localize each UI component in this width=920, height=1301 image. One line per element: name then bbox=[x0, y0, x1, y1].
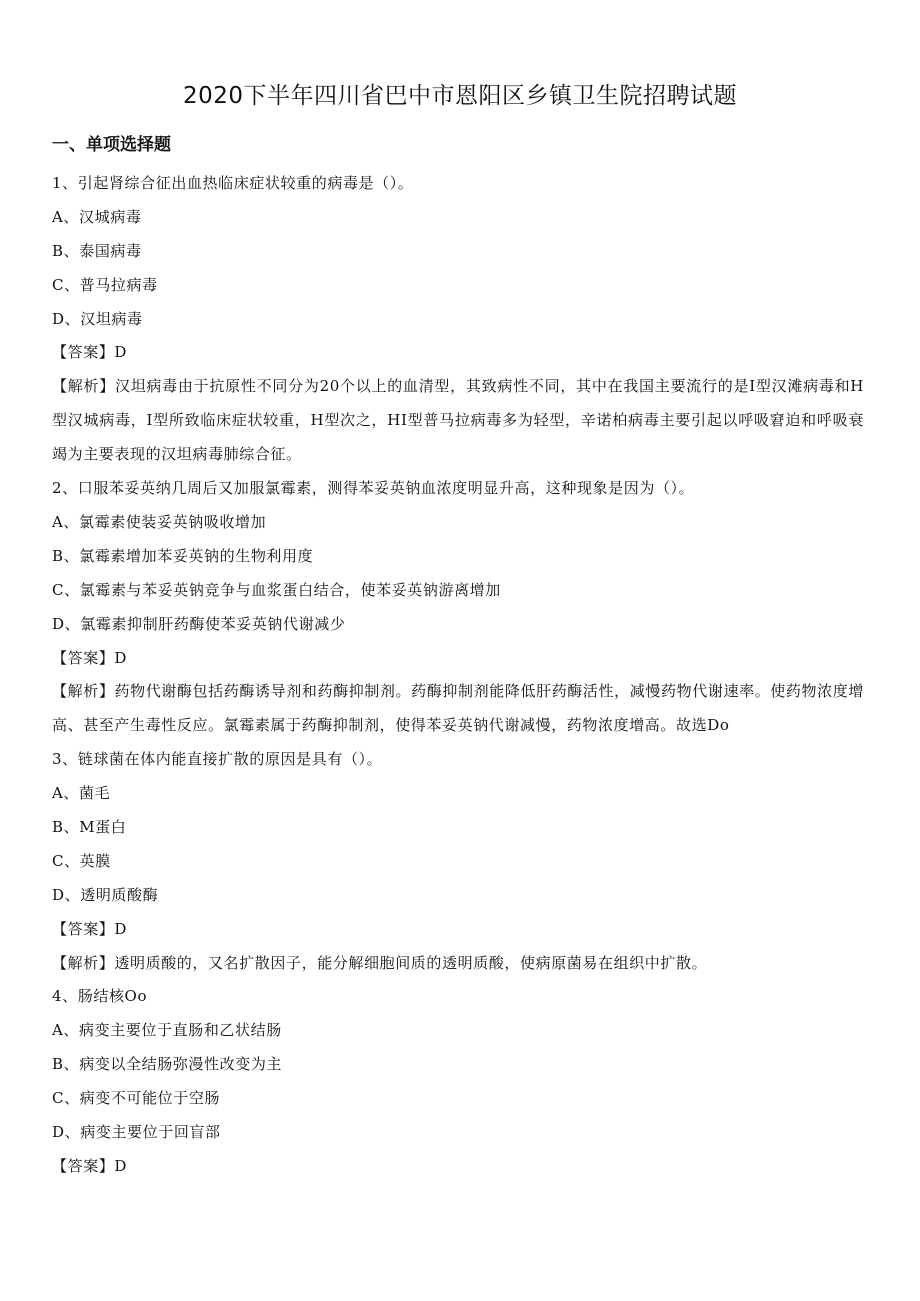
question-2-option-b: B、氯霉素增加苯妥英钠的生物利用度 bbox=[52, 546, 314, 565]
question-1-stem: 1、引起肾综合征出血热临床症状较重的病毒是（）。 bbox=[52, 174, 414, 192]
question-2-option-a: A、氯霉素使装妥英钠吸收增加 bbox=[52, 512, 267, 531]
question-1-option-c: C、普马拉病毒 bbox=[52, 275, 158, 294]
question-1-answer: 【答案】D bbox=[52, 343, 128, 362]
question-2-option-c: C、氯霉素与苯妥英钠竞争与血浆蛋白结合，使苯妥英钠游离增加 bbox=[52, 580, 501, 599]
question-1-option-b: B、泰国病毒 bbox=[52, 241, 142, 260]
question-list bbox=[52, 167, 864, 1184]
question-4-stem: 4、肠结核Oo bbox=[52, 987, 148, 1006]
question-3-analysis: 【解析】透明质酸的，又名扩散因子，能分解细胞间质的透明质酸，使病原菌易在组织中扩散。 bbox=[52, 953, 708, 972]
question-4-option-a: A、病变主要位于直肠和乙状结肠 bbox=[52, 1021, 282, 1040]
question-4-answer: 【答案】D bbox=[52, 1156, 128, 1175]
question-2-analysis: 【解析】药物代谢酶包括药酶诱导剂和药酶抑制剂。药酶抑制剂能降低肝药酶活性，减慢药物代谢速率。使药物浓度增高、甚至产生毒性反应。氯霉素属于药酶抑制剂，使得苯妥英钠代谢减慢，药物浓度增高。故选Do bbox=[52, 682, 864, 735]
question-2-stem: 2、口服苯妥英纳几周后又加服氯霉素，测得苯妥英钠血浓度明显升高，这种现象是因为（）。 bbox=[52, 479, 695, 498]
question-3-option-b: B、M蛋白 bbox=[52, 818, 127, 836]
question-3-option-c: C、英膜 bbox=[52, 851, 111, 870]
question-2-option-d: D、氯霉素抑制肝药酶使苯妥英钠代谢减少 bbox=[52, 614, 346, 633]
question-2-answer: 【答案】D bbox=[52, 648, 128, 667]
question-1-option-d: D、汉坦病毒 bbox=[52, 309, 143, 328]
question-4-option-b: B、病变以全结肠弥漫性改变为主 bbox=[52, 1055, 283, 1074]
question-3-stem: 3、链球菌在体内能直接扩散的原因是具有（）。 bbox=[52, 750, 383, 769]
question-1-analysis: 【解析】汉坦病毒由于抗原性不同分为20个以上的血清型，其致病性不同，其中在我国主要流行的是I型汉滩病毒和H型汉城病毒，I型所致临床症状较重，H型次之，HI型普马拉病毒多为轻型，辛诺柏病毒主要引起以呼吸窘迫和呼吸衰竭为主要表现的汉坦病毒肺综合征。 bbox=[52, 377, 864, 464]
question-3-option-a: A、菌毛 bbox=[52, 784, 111, 803]
document-title: 2020下半年四川省巴中市恩阳区乡镇卫生院招聘试题 bbox=[182, 83, 738, 109]
section-heading: 一、单项选择题 bbox=[52, 135, 171, 155]
question-3-option-d: D、透明质酸酶 bbox=[52, 885, 159, 904]
question-3-answer: 【答案】D bbox=[52, 919, 128, 938]
question-4-option-c: C、病变不可能位于空肠 bbox=[52, 1089, 221, 1108]
question-4-option-d: D、病变主要位于回盲部 bbox=[52, 1123, 221, 1142]
question-1-option-a: A、汉城病毒 bbox=[52, 207, 142, 226]
